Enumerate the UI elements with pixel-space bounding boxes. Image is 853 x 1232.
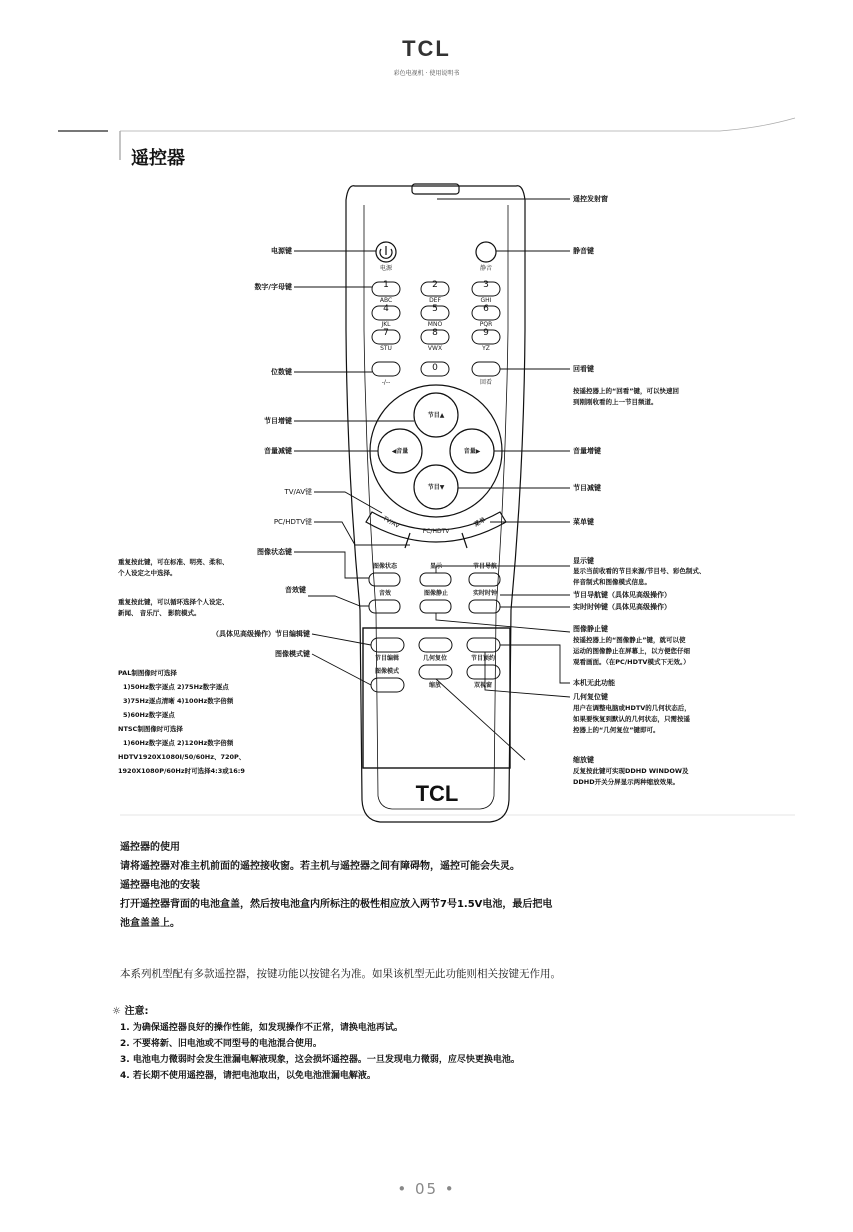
battery-heading: 遥控器电池的安装	[120, 880, 200, 891]
key-menu[interactable]: 菜单	[473, 516, 487, 529]
key-realtime[interactable]: 实时时钟	[472, 590, 497, 597]
key-sound[interactable]: 音效	[378, 590, 391, 597]
label-digit-key: 位数键	[271, 368, 292, 376]
realtime-button	[469, 600, 500, 613]
key-3[interactable]: 3	[483, 280, 489, 290]
key-zoom[interactable]: 缩放	[428, 682, 441, 689]
key-digit-label: -/--	[381, 379, 391, 386]
recall-note-1: 按遥控器上的“回看”键，可以快速回	[573, 387, 680, 395]
note-item: 1. 为确保遥控器良好的操作性能，如发现操作不正常，请换电池再试。	[120, 1023, 403, 1033]
brand-logo: TCL	[402, 36, 451, 61]
ntsc-title: NTSC制图像时可选择	[118, 725, 183, 733]
key-geometry[interactable]: 几何复位	[422, 655, 447, 662]
key-9-sub: YZ	[482, 345, 490, 352]
label-picture-mode-key: 图像模式键	[275, 650, 310, 658]
sound-button	[369, 600, 400, 613]
lightbulb-icon: ☼	[112, 1006, 121, 1017]
usage-paragraph: 请将遥控器对准主机前面的遥控接收窗。若主机与遥控器之间有障碍物，遥控可能会失灵。	[120, 861, 520, 872]
recall-note-2: 到刚刚收看的上一节目频道。	[573, 398, 658, 406]
display-note-1: 显示当前收看的节目来源/节目号、彩色制式、	[573, 567, 706, 575]
zoom-note-1: 反复按此键可实现DDHD WINDOW及	[573, 767, 689, 775]
label-sound-key: 音效键	[285, 586, 306, 594]
key-mute-label: 静音	[479, 265, 492, 272]
key-ch-guide2[interactable]: 节目预约	[470, 655, 495, 662]
label-mute-key: 静音键	[573, 247, 594, 255]
geometry-note-2: 如果要恢复到默认的几何状态，只需按遥	[573, 715, 690, 723]
label-freeze-key: 图像静止键	[573, 625, 608, 633]
brand-subtitle: 彩色电视机 · 使用说明书	[393, 70, 460, 77]
geometry-button	[419, 638, 452, 652]
key-recall-label: 回看	[479, 379, 492, 386]
label-ch-plus-key: 节目增键	[264, 417, 292, 425]
label-geometry-key: 几何复位键	[573, 693, 608, 701]
pal-option-3: 5)60Hz数字逐点	[123, 711, 175, 719]
display-button	[420, 573, 451, 586]
pal-option-1: 1)50Hz数字逐点 2)75Hz数字逐点	[123, 683, 229, 691]
label-vol-plus-key: 音量增键	[573, 447, 601, 455]
key-vol-left[interactable]: ◀音量	[391, 448, 409, 455]
label-no-function: 本机无此功能	[573, 679, 615, 687]
key-8-sub: VWX	[427, 345, 443, 352]
label-pchdtv-key: PC/HDTV键	[273, 518, 312, 526]
geometry-note-1: 用户在调整电脑或HDTV的几何状态后，	[573, 704, 691, 712]
key-ch-down[interactable]: 节目▼	[427, 484, 445, 491]
key-5[interactable]: 5	[432, 304, 438, 314]
recall-button	[472, 362, 500, 376]
sound-note-2: 新闻、 音乐厅、 影院模式。	[118, 609, 201, 617]
key-8[interactable]: 8	[432, 328, 438, 338]
label-display-key: 显示键	[573, 557, 594, 565]
key-ch-guide[interactable]: 节目导航	[472, 563, 497, 570]
key-display[interactable]: 显示	[429, 563, 442, 570]
key-vol-right[interactable]: 音量▶	[463, 448, 481, 455]
key-6-sub: PQR	[479, 321, 493, 328]
note-item: 2. 不要将新、旧电池或不同型号的电池混合使用。	[120, 1039, 322, 1049]
key-picture-mode[interactable]: 图像模式	[374, 668, 399, 675]
display-note-2: 伴音制式和图像模式信息。	[573, 578, 651, 586]
ch-guide-button	[469, 573, 500, 586]
picture-state-note-2: 个人设定之中选择。	[118, 569, 177, 577]
page-number: • 05 •	[397, 1180, 456, 1198]
mute-button	[476, 242, 496, 262]
usage-heading: 遥控器的使用	[120, 842, 180, 853]
key-4[interactable]: 4	[383, 304, 389, 314]
key-1-sub: ABC	[379, 297, 393, 304]
key-7-sub: STU	[380, 345, 392, 352]
label-picture-state-key: 图像状态键	[257, 548, 292, 556]
picture-mode-button	[371, 678, 404, 692]
key-6[interactable]: 6	[483, 304, 489, 314]
key-tvav[interactable]: TV/AV	[381, 515, 401, 530]
ntsc-option-1: 1)60Hz数字逐点 2)120Hz数字倍频	[123, 739, 234, 747]
key-3-sub: GHI	[480, 297, 492, 304]
key-5-sub: MNO	[427, 321, 443, 328]
key-2[interactable]: 2	[432, 280, 438, 290]
label-number-key: 数字/字母键	[254, 283, 292, 291]
label-ch-guide-key: 节目导航键（具体见高级操作）	[573, 591, 671, 599]
label-vol-minus-key: 音量减键	[264, 447, 292, 455]
sound-note-1: 重复按此键，可以循环选择个人设定、	[118, 598, 229, 606]
page-title: 遥控器	[131, 148, 185, 169]
key-ch-up[interactable]: 节目▲	[427, 412, 445, 419]
hdtv-option-2: 1920X1080P/60Hz时可选择4:3或16:9	[118, 767, 245, 775]
series-note: 本系列机型配有多款遥控器，按键功能以按键名为准。如果该机型无此功能则相关按键无作用。	[120, 968, 561, 980]
label-ch-edit-key: （具体见高级操作）节目编辑键	[212, 630, 310, 638]
key-pchdtv[interactable]: PC/HDTV	[422, 528, 450, 535]
notes-title: 注意:	[124, 1006, 149, 1017]
label-menu-key: 菜单键	[573, 518, 594, 526]
picture-state-note-1: 重复按此键，可在标准、明亮、柔和、	[118, 558, 229, 566]
pal-option-2: 3)75Hz逐点清晰 4)100Hz数字倍频	[123, 697, 234, 705]
remote-logo: TCL	[415, 781, 459, 806]
ch-guide2-button	[467, 638, 500, 652]
battery-paragraph-1: 打开遥控器背面的电池盒盖，然后按电池盒内所标注的极性相应放入两节7号1.5V电池，最后把电	[120, 899, 553, 910]
lower-key-panel	[363, 628, 510, 768]
key-2-sub: DEF	[429, 297, 441, 304]
key-power-label: 电源	[379, 265, 392, 272]
key-dual[interactable]: 双视窗	[473, 682, 492, 689]
key-7[interactable]: 7	[383, 328, 389, 338]
label-tvav-key: TV/AV键	[284, 488, 312, 496]
key-picture-state[interactable]: 图像状态	[372, 563, 397, 570]
key-freeze[interactable]: 图像静止	[423, 590, 448, 597]
hdtv-option-1: HDTV1920X1080I/50/60Hz、720P、	[118, 753, 246, 761]
key-0[interactable]: 0	[432, 363, 438, 373]
freeze-note-2: 运动的图像静止在屏幕上，以方便您仔细	[573, 647, 690, 655]
digit-button	[372, 362, 400, 376]
pal-title: PAL制图像时可选择	[118, 669, 177, 677]
usage-section	[120, 838, 780, 933]
key-9[interactable]: 9	[483, 328, 489, 338]
zoom-button	[419, 665, 452, 679]
freeze-note-1: 按遥控器上的“图像静止”键，就可以使	[573, 636, 686, 644]
key-ch-edit[interactable]: 节目编辑	[374, 655, 399, 662]
label-zoom-key: 缩放键	[573, 756, 594, 764]
label-ir-window: 遥控发射窗	[573, 195, 608, 203]
note-item: 3. 电池电力微弱时会发生泄漏电解液现象，这会损坏遥控器。一旦发现电力微弱，应尽快更换电池。	[120, 1055, 520, 1065]
key-1[interactable]: 1	[383, 280, 389, 290]
notes-section	[112, 1004, 520, 1084]
zoom-note-2: DDHD开关分屏显示两种缩放效果。	[573, 778, 680, 786]
label-recall-key: 回看键	[573, 365, 594, 373]
label-ch-minus-key: 节目减键	[573, 484, 601, 492]
key-4-sub: JKL	[381, 321, 391, 328]
label-power-key: 电源键	[271, 247, 292, 255]
label-realtime-key: 实时时钟键（具体见高级操作）	[573, 603, 671, 611]
geometry-note-3: 控器上的“几何复位”键即可。	[573, 726, 660, 734]
note-item: 4. 若长期不使用遥控器，请把电池取出，以免电池泄漏电解液。	[120, 1071, 376, 1081]
battery-paragraph-2: 池盒盖盖上。	[120, 918, 180, 929]
freeze-note-3: 观看画面。（在PC/HDTV模式下无效。）	[573, 658, 690, 666]
freeze-button	[420, 600, 451, 613]
